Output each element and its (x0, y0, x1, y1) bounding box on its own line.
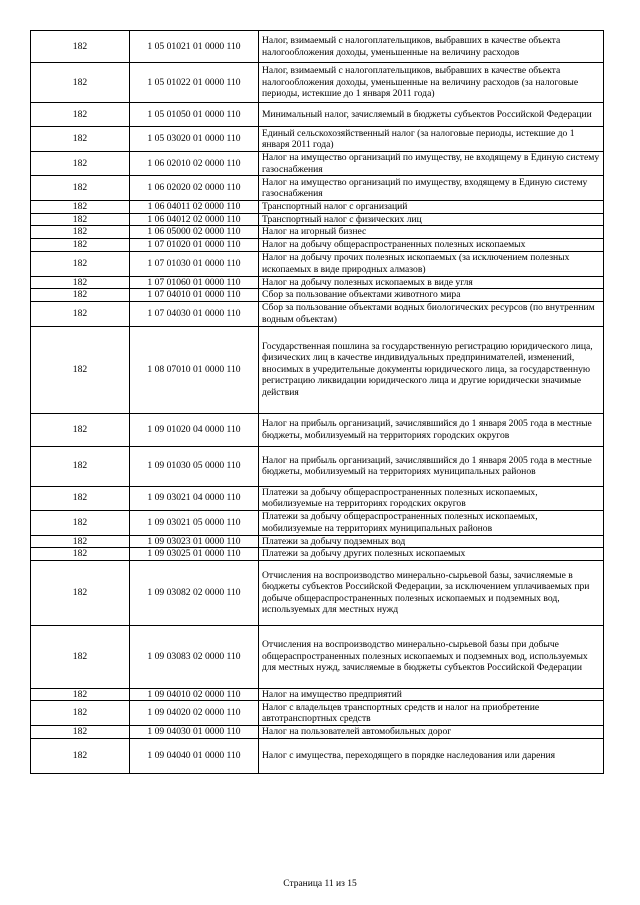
budget-code-cell: 1 06 04011 02 0000 110 (130, 201, 259, 214)
admin-code-cell: 182 (31, 251, 130, 276)
revenue-name-cell: Сбор за пользование объектами водных биологических ресурсов (по внутренним водным объектам) (259, 301, 604, 326)
table-row (31, 176, 604, 201)
table-row (31, 238, 604, 251)
admin-code-cell: 182 (31, 560, 130, 625)
admin-code-cell: 182 (31, 413, 130, 446)
revenue-name-cell: Платежи за добычу общераспространенных полезных ископаемых, мобилизуемые на территориях городских округов (259, 486, 604, 510)
admin-code-cell: 182 (31, 226, 130, 239)
admin-code-cell: 182 (31, 238, 130, 251)
revenue-name-cell: Налог на прибыль организаций, зачислявшийся до 1 января 2005 года в местные бюджеты, мобилизуемый на территориях городских округов (259, 413, 604, 446)
budget-code-cell: 1 07 04010 01 0000 110 (130, 289, 259, 302)
table-row (31, 301, 604, 326)
revenue-codes-table (30, 30, 604, 774)
table-row (31, 688, 604, 701)
revenue-name-cell: Налог, взимаемый с налогоплательщиков, выбравших в качестве объекта налогообложения доходы, уменьшенные на величину расходов (259, 31, 604, 63)
table-row (31, 738, 604, 773)
revenue-name-cell: Налог на добычу прочих полезных ископаемых (за исключением полезных ископаемых в виде природных алмазов) (259, 251, 604, 276)
revenue-name-cell: Платежи за добычу других полезных ископаемых (259, 548, 604, 561)
admin-code-cell: 182 (31, 301, 130, 326)
table-row (31, 625, 604, 688)
budget-code-cell: 1 09 01020 04 0000 110 (130, 413, 259, 446)
table-row (31, 446, 604, 486)
budget-code-cell: 1 05 01021 01 0000 110 (130, 31, 259, 63)
budget-code-cell: 1 07 01020 01 0000 110 (130, 238, 259, 251)
budget-code-cell: 1 09 01030 05 0000 110 (130, 446, 259, 486)
revenue-name-cell: Государственная пошлина за государственную регистрацию юридического лица, физических лиц в качестве индивидуальных предпринимателей, изменений, вносимых в учредительные документы юридического лица, за государственную регистрацию ликвидации юридического лица и другие юридически значимые действия (259, 326, 604, 413)
revenue-name-cell: Налог на имущество организаций по имуществу, не входящему в Единую систему газоснабжения (259, 152, 604, 176)
revenue-name-cell: Налог с владельцев транспортных средств и налог на приобретение автотранспортных средств (259, 701, 604, 726)
table-row (31, 201, 604, 214)
revenue-name-cell: Налог на игорный бизнес (259, 226, 604, 239)
budget-code-cell: 1 05 03020 01 0000 110 (130, 127, 259, 152)
table-row (31, 276, 604, 289)
revenue-name-cell: Платежи за добычу общераспространенных полезных ископаемых, мобилизуемые на территориях муниципальных районов (259, 510, 604, 535)
table-row (31, 510, 604, 535)
table-row (31, 726, 604, 739)
budget-code-cell: 1 07 01030 01 0000 110 (130, 251, 259, 276)
revenue-name-cell: Налог на добычу общераспространенных полезных ископаемых (259, 238, 604, 251)
budget-code-cell: 1 08 07010 01 0000 110 (130, 326, 259, 413)
admin-code-cell: 182 (31, 152, 130, 176)
budget-code-cell: 1 09 04020 02 0000 110 (130, 701, 259, 726)
revenue-name-cell: Минимальный налог, зачисляемый в бюджеты субъектов Российской Федерации (259, 103, 604, 127)
revenue-name-cell: Налог на добычу полезных ископаемых в виде угля (259, 276, 604, 289)
admin-code-cell: 182 (31, 446, 130, 486)
admin-code-cell: 182 (31, 625, 130, 688)
budget-code-cell: 1 09 04040 01 0000 110 (130, 738, 259, 773)
revenue-name-cell: Налог на пользователей автомобильных дорог (259, 726, 604, 739)
budget-code-cell: 1 09 03083 02 0000 110 (130, 625, 259, 688)
budget-code-cell: 1 09 04030 01 0000 110 (130, 726, 259, 739)
admin-code-cell: 182 (31, 486, 130, 510)
budget-code-cell: 1 09 04010 02 0000 110 (130, 688, 259, 701)
table-row (31, 535, 604, 548)
revenue-name-cell: Сбор за пользование объектами животного мира (259, 289, 604, 302)
revenue-name-cell: Транспортный налог с физических лиц (259, 213, 604, 226)
admin-code-cell: 182 (31, 510, 130, 535)
admin-code-cell: 182 (31, 276, 130, 289)
revenue-name-cell: Единый сельскохозяйственный налог (за налоговые периоды, истекшие до 1 января 2011 года) (259, 127, 604, 152)
table-row (31, 326, 604, 413)
table-row (31, 63, 604, 103)
admin-code-cell: 182 (31, 103, 130, 127)
revenue-name-cell: Налог, взимаемый с налогоплательщиков, выбравших в качестве объекта налогообложения доходы, уменьшенные на величину расходов (за налоговые периоды, истекшие до 1 января 2011 года) (259, 63, 604, 103)
table-body (31, 31, 604, 774)
budget-code-cell: 1 06 02010 02 0000 110 (130, 152, 259, 176)
revenue-name-cell: Отчисления на воспроизводство минерально-сырьевой базы при добыче общераспространенных полезных ископаемых и подземных вод, используемых для местных нужд, зачисляемые в бюджеты субъектов Российской Федерации (259, 625, 604, 688)
revenue-name-cell: Налог на имущество организаций по имуществу, входящему в Единую систему газоснабжения (259, 176, 604, 201)
table-row (31, 152, 604, 176)
table-row (31, 31, 604, 63)
admin-code-cell: 182 (31, 201, 130, 214)
budget-code-cell: 1 09 03021 05 0000 110 (130, 510, 259, 535)
table-row (31, 289, 604, 302)
budget-code-cell: 1 06 04012 02 0000 110 (130, 213, 259, 226)
budget-code-cell: 1 07 04030 01 0000 110 (130, 301, 259, 326)
table-row (31, 486, 604, 510)
budget-code-cell: 1 06 05000 02 0000 110 (130, 226, 259, 239)
budget-code-cell: 1 09 03021 04 0000 110 (130, 486, 259, 510)
revenue-name-cell: Платежи за добычу подземных вод (259, 535, 604, 548)
admin-code-cell: 182 (31, 701, 130, 726)
admin-code-cell: 182 (31, 63, 130, 103)
table-row (31, 213, 604, 226)
budget-code-cell: 1 05 01050 01 0000 110 (130, 103, 259, 127)
admin-code-cell: 182 (31, 31, 130, 63)
page-number: Страница 11 из 15 (283, 879, 357, 889)
budget-code-cell: 1 05 01022 01 0000 110 (130, 63, 259, 103)
budget-code-cell: 1 09 03025 01 0000 110 (130, 548, 259, 561)
admin-code-cell: 182 (31, 688, 130, 701)
budget-code-cell: 1 07 01060 01 0000 110 (130, 276, 259, 289)
admin-code-cell: 182 (31, 326, 130, 413)
table-row (31, 251, 604, 276)
admin-code-cell: 182 (31, 127, 130, 152)
revenue-name-cell: Налог с имущества, переходящего в порядке наследования или дарения (259, 738, 604, 773)
revenue-name-cell: Налог на прибыль организаций, зачислявшийся до 1 января 2005 года в местные бюджеты, мобилизуемый на территориях муниципальных районов (259, 446, 604, 486)
revenue-name-cell: Налог на имущество предприятий (259, 688, 604, 701)
revenue-name-cell: Транспортный налог с организаций (259, 201, 604, 214)
budget-code-cell: 1 09 03082 02 0000 110 (130, 560, 259, 625)
table-row (31, 560, 604, 625)
table-row (31, 413, 604, 446)
table-row (31, 701, 604, 726)
budget-code-cell: 1 09 03023 01 0000 110 (130, 535, 259, 548)
admin-code-cell: 182 (31, 738, 130, 773)
admin-code-cell: 182 (31, 176, 130, 201)
table-row (31, 548, 604, 561)
admin-code-cell: 182 (31, 289, 130, 302)
revenue-name-cell: Отчисления на воспроизводство минерально-сырьевой базы, зачисляемые в бюджеты субъектов Российской Федерации, за исключением уплачиваемых при добыче общераспространенных полезных ископаемых и подземных вод, используемых для местных нужд (259, 560, 604, 625)
table-row (31, 103, 604, 127)
admin-code-cell: 182 (31, 548, 130, 561)
admin-code-cell: 182 (31, 213, 130, 226)
table-row (31, 127, 604, 152)
table-row (31, 226, 604, 239)
admin-code-cell: 182 (31, 535, 130, 548)
admin-code-cell: 182 (31, 726, 130, 739)
budget-code-cell: 1 06 02020 02 0000 110 (130, 176, 259, 201)
